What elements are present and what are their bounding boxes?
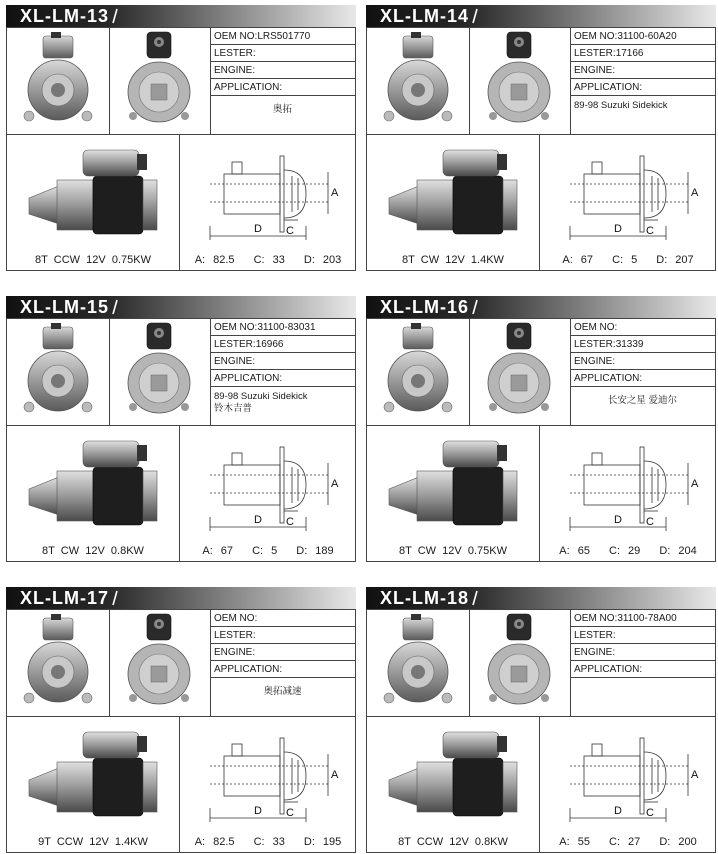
lester-label: LESTER: <box>214 339 256 350</box>
model-number: XL-LM-17 <box>20 588 109 608</box>
product-card <box>6 5 356 271</box>
dimension-diagram <box>180 427 356 537</box>
dim-a <box>558 254 597 266</box>
diagram-label-d: D <box>254 514 262 526</box>
starter-full-photo <box>7 427 179 537</box>
dim-a-value: 82.5 <box>213 836 235 848</box>
dim-d <box>655 836 700 848</box>
header-slash-icon <box>113 5 123 27</box>
electrical-spec: 8T CW 12V 1.4KW <box>402 254 504 266</box>
spec-info-table <box>210 319 355 425</box>
dim-c-label: C: <box>609 545 621 557</box>
diagram-label-c: C <box>286 807 294 819</box>
photo-rear-view <box>469 610 571 716</box>
oem-label: OEM NO: <box>214 322 258 333</box>
electrical-spec: 8T CCW 12V 0.75KW <box>35 254 151 266</box>
diagram-label-a: A <box>331 187 339 199</box>
photo-rear-view <box>109 610 211 716</box>
dim-d <box>652 254 697 266</box>
lester-label: LESTER: <box>214 630 256 641</box>
oem-value: 31100-78A00 <box>617 613 677 624</box>
lester-row <box>210 45 355 62</box>
spec-info-table <box>210 610 355 716</box>
lester-value: 31339 <box>615 339 644 350</box>
dim-a <box>198 545 237 557</box>
lester-value: 17166 <box>615 48 644 59</box>
dim-c <box>248 545 281 557</box>
card-header <box>366 5 716 27</box>
engine-row <box>210 644 355 661</box>
dim-d <box>300 836 345 848</box>
dimension-diagram <box>540 136 716 246</box>
dim-d-label: D: <box>303 254 315 266</box>
photo-side-view <box>7 319 110 425</box>
dimensions <box>540 545 716 557</box>
application-row <box>210 79 355 96</box>
starter-side-photo <box>7 28 109 134</box>
application-label: APPLICATION: <box>214 82 283 93</box>
card-body <box>366 318 716 562</box>
photo-rear-view <box>109 319 211 425</box>
spec-info-table <box>570 319 715 425</box>
oem-label: OEM NO: <box>214 613 258 624</box>
product-card <box>6 587 356 853</box>
dim-c-value: 5 <box>271 545 278 557</box>
lester-value: 16966 <box>255 339 284 350</box>
row-divider <box>7 134 355 135</box>
oem-label: OEM NO: <box>574 613 618 624</box>
application-note: 89-98 Suzuki Sidekick 铃木吉普 <box>214 391 308 414</box>
oem-label: OEM NO: <box>214 31 258 42</box>
product-card <box>6 296 356 562</box>
starter-rear-photo <box>469 610 570 716</box>
dimension-diagram <box>540 427 716 537</box>
oem-value: 31100-60A20 <box>617 31 677 42</box>
row-divider <box>367 134 715 135</box>
engine-label: ENGINE: <box>214 356 256 367</box>
spec-info-table <box>570 28 715 134</box>
engine-row <box>210 62 355 79</box>
oem-row <box>210 28 355 45</box>
dimensions <box>180 836 356 848</box>
engine-row <box>570 644 715 661</box>
application-row <box>210 370 355 387</box>
spec-info-table <box>570 610 715 716</box>
application-row <box>570 370 715 387</box>
dimensions <box>180 254 356 266</box>
card-header <box>6 296 356 318</box>
application-label: APPLICATION: <box>214 664 283 675</box>
diagram-label-c: C <box>646 225 654 237</box>
dim-a-label: A: <box>194 836 206 848</box>
dim-d-label: D: <box>296 545 308 557</box>
starter-side-photo <box>7 610 109 716</box>
starter-full-photo <box>7 718 179 828</box>
card-header <box>366 296 716 318</box>
card-body <box>6 609 356 853</box>
dim-a-value: 67 <box>220 545 234 557</box>
engine-label: ENGINE: <box>574 356 616 367</box>
product-card <box>366 296 716 562</box>
dim-d <box>292 545 337 557</box>
dimensions <box>540 836 716 848</box>
oem-row <box>570 610 715 627</box>
row-divider <box>367 716 715 717</box>
lester-label: LESTER: <box>574 630 616 641</box>
dim-c-label: C: <box>253 254 265 266</box>
lester-label: LESTER: <box>574 48 616 59</box>
application-label: APPLICATION: <box>574 373 643 384</box>
diagram-label-a: A <box>691 187 699 199</box>
starter-side-photo <box>367 28 469 134</box>
dim-c-value: 33 <box>272 836 285 848</box>
dim-c-value: 29 <box>628 545 641 557</box>
dim-c <box>250 836 289 848</box>
application-label: APPLICATION: <box>214 373 283 384</box>
dim-d-label: D: <box>659 545 671 557</box>
lester-row <box>570 45 715 62</box>
engine-label: ENGINE: <box>574 65 616 76</box>
card-header <box>6 5 356 27</box>
dim-a-label: A: <box>202 545 213 557</box>
application-label: APPLICATION: <box>574 664 643 675</box>
dim-d-value: 207 <box>675 254 694 266</box>
electrical-spec: 9T CCW 12V 1.4KW <box>38 836 148 848</box>
diagram-label-d: D <box>254 805 262 817</box>
starter-rear-photo <box>109 319 210 425</box>
starter-full-photo <box>7 136 179 246</box>
dim-a <box>191 836 239 848</box>
card-header <box>366 587 716 609</box>
row-divider <box>7 425 355 426</box>
application-row <box>570 79 715 96</box>
lester-row <box>210 336 355 353</box>
application-row <box>570 661 715 678</box>
lester-label: LESTER: <box>214 48 256 59</box>
dim-c <box>250 254 289 266</box>
dim-a <box>191 254 239 266</box>
electrical-spec: 8T CW 12V 0.75KW <box>398 545 507 557</box>
dim-c <box>605 836 644 848</box>
dim-a <box>555 836 594 848</box>
dimension-diagram <box>540 718 716 828</box>
diagram-label-d: D <box>614 805 622 817</box>
starter-rear-photo <box>109 28 210 134</box>
photo-side-view <box>367 319 470 425</box>
header-slash-icon <box>113 587 123 609</box>
dim-c-label: C: <box>252 545 264 557</box>
spec-info-table <box>210 28 355 134</box>
engine-label: ENGINE: <box>574 647 616 658</box>
dim-c-label: C: <box>612 254 624 266</box>
dim-d-value: 195 <box>322 836 342 848</box>
dim-d-value: 189 <box>315 545 334 557</box>
dimensions <box>180 545 356 557</box>
engine-row <box>570 62 715 79</box>
header-slash-icon <box>473 587 483 609</box>
application-row <box>210 661 355 678</box>
photo-side-view <box>367 28 470 134</box>
product-card <box>366 587 716 853</box>
engine-row <box>570 353 715 370</box>
electrical-spec: 8T CW 12V 0.8KW <box>42 545 144 557</box>
diagram-label-a: A <box>691 769 699 781</box>
application-label: APPLICATION: <box>574 82 643 93</box>
starter-side-photo <box>367 319 469 425</box>
lester-label: LESTER: <box>574 339 616 350</box>
oem-row <box>210 319 355 336</box>
dim-a <box>555 545 594 557</box>
row-divider <box>367 425 715 426</box>
header-slash-icon <box>473 5 483 27</box>
photo-side-view <box>367 610 470 716</box>
application-note: 奥拓减速 <box>263 686 302 697</box>
dim-c-label: C: <box>609 836 621 848</box>
photo-rear-view <box>109 28 211 134</box>
header-slash-icon <box>473 296 483 318</box>
diagram-label-a: A <box>331 478 339 490</box>
dim-a-value: 55 <box>577 836 590 848</box>
lester-row <box>570 336 715 353</box>
starter-side-photo <box>7 319 109 425</box>
dim-a-value: 65 <box>577 545 590 557</box>
oem-row <box>210 610 355 627</box>
dim-d-label: D: <box>303 836 315 848</box>
oem-row <box>570 319 715 336</box>
header-slash-icon <box>113 296 123 318</box>
application-note: 奥拓 <box>272 104 292 115</box>
dim-c-value: 5 <box>631 254 638 266</box>
diagram-label-d: D <box>614 223 622 235</box>
dim-d-value: 204 <box>678 545 697 557</box>
dim-a-value: 67 <box>580 254 594 266</box>
model-number: XL-LM-16 <box>380 297 469 317</box>
starter-full-photo <box>367 427 539 537</box>
card-body <box>366 27 716 271</box>
card-header <box>6 587 356 609</box>
dim-a-label: A: <box>559 545 570 557</box>
engine-label: ENGINE: <box>214 647 256 658</box>
oem-label: OEM NO: <box>574 322 618 333</box>
card-body <box>6 318 356 562</box>
engine-row <box>210 353 355 370</box>
starter-rear-photo <box>469 319 570 425</box>
application-note: 长安之星 爱迪尔 <box>607 395 678 406</box>
dim-c-value: 33 <box>272 254 285 266</box>
dim-c <box>605 545 644 557</box>
oem-value: LRS501770 <box>257 31 311 42</box>
row-divider <box>7 716 355 717</box>
dim-a-label: A: <box>559 836 570 848</box>
oem-label: OEM NO: <box>574 31 618 42</box>
dim-c-value: 27 <box>628 836 641 848</box>
dim-a-label: A: <box>194 254 206 266</box>
dim-d-label: D: <box>659 836 671 848</box>
engine-label: ENGINE: <box>214 65 256 76</box>
photo-rear-view <box>469 28 571 134</box>
model-number: XL-LM-13 <box>20 6 109 26</box>
starter-full-photo <box>367 718 539 828</box>
dimension-diagram <box>180 718 356 828</box>
diagram-label-a: A <box>691 478 699 490</box>
dim-a-label: A: <box>562 254 573 266</box>
model-number: XL-LM-18 <box>380 588 469 608</box>
diagram-label-a: A <box>331 769 339 781</box>
card-body <box>366 609 716 853</box>
dim-d <box>300 254 345 266</box>
oem-value: 31100-83031 <box>257 322 316 333</box>
diagram-label-d: D <box>614 514 622 526</box>
dimensions <box>540 254 716 266</box>
dim-c <box>608 254 641 266</box>
model-number: XL-LM-14 <box>380 6 469 26</box>
electrical-spec: 8T CCW 12V 0.8KW <box>398 836 508 848</box>
lester-row <box>210 627 355 644</box>
dim-d-value: 200 <box>678 836 697 848</box>
dimension-diagram <box>180 136 356 246</box>
starter-rear-photo <box>469 28 570 134</box>
dim-a-value: 82.5 <box>213 254 235 266</box>
starter-full-photo <box>367 136 539 246</box>
diagram-label-c: C <box>286 516 294 528</box>
starter-side-photo <box>367 610 469 716</box>
dim-d-label: D: <box>656 254 668 266</box>
product-card <box>366 5 716 271</box>
photo-side-view <box>7 610 110 716</box>
diagram-label-c: C <box>286 225 294 237</box>
photo-side-view <box>7 28 110 134</box>
application-note: 89-98 Suzuki Sidekick <box>574 100 668 111</box>
card-body <box>6 27 356 271</box>
photo-rear-view <box>469 319 571 425</box>
diagram-label-c: C <box>646 807 654 819</box>
dim-d <box>655 545 700 557</box>
diagram-label-d: D <box>254 223 262 235</box>
dim-c-label: C: <box>253 836 265 848</box>
dim-d-value: 203 <box>322 254 342 266</box>
starter-rear-photo <box>109 610 210 716</box>
lester-row <box>570 627 715 644</box>
diagram-label-c: C <box>646 516 654 528</box>
oem-row <box>570 28 715 45</box>
model-number: XL-LM-15 <box>20 297 109 317</box>
